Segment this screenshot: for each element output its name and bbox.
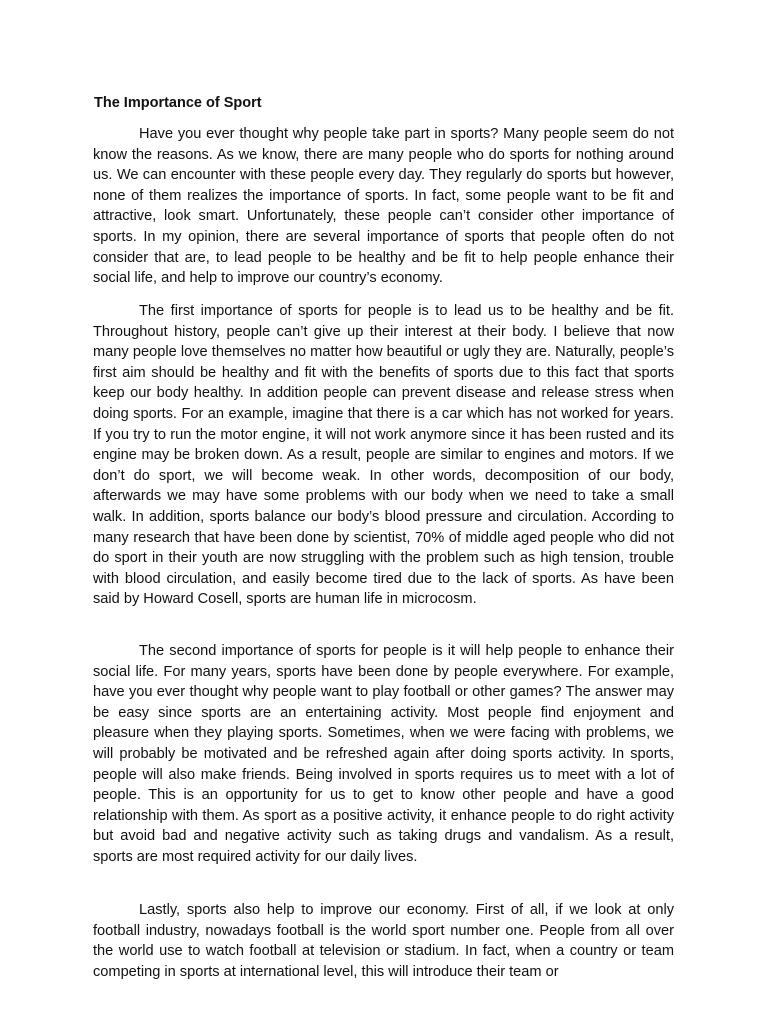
paragraph-intro: Have you ever thought why people take part in sports? Many people seem do not know the reasons. As we know, there are many people who do sports for nothing around us. We can encounter with these people every day. They regularly do sports but however, none of them realizes the importance of sports. In fact, some people want to be fit and attractive, look smart. Unfortunately, these people can’t consider other importance of sports. In my opinion, there are several importance of sports that people often do not consider that are, to lead people to be healthy and be fit to help people enhance their social life, and help to improve our country’s economy. bbox=[93, 126, 674, 287]
paragraph-economy: Lastly, sports also help to improve our economy. First of all, if we look at only football industry, nowadays football is the world sport number one. People from all over the world use to watch football at television or stadium. In fact, when a country or team competing in sports at international level, this will introduce their team or bbox=[93, 902, 674, 980]
paragraph-health: The first importance of sports for people is to lead us to be healthy and be fit. Throughout history, people can’t give up their interest at their body. I believe that now many people love themselves no matter how beautiful or ugly they are. Naturally, people’s first aim should be healthy and fit with the benefits of sports due to this fact that sports keep our body healthy. In addition people can prevent disease and release stress when doing sports. For an example, imagine that there is a car which has not worked for years. If you try to run the motor engine, it will not work anymore since it has been rusted and its engine may be broken down. As a result, people are similar to engines and motors. If we don’t do sport, we will become weak. In other words, decomposition of our body, afterwards we may have some problems with our body when we need to take a small walk. In addition, sports balance our body’s blood pressure and circulation. According to many research that have been done by scientist, 70% of middle aged people who did not do sport in their youth are now struggling with the problem such as high tension, trouble with blood circulation, and easily become tired due to the lack of sports. As have been said by Howard Cosell, sports are human life in microcosm. bbox=[93, 303, 674, 608]
document-title: The Importance of Sport bbox=[94, 95, 262, 111]
paragraph-social-life: The second importance of sports for people is it will help people to enhance their social life. For many years, sports have been done by people everywhere. For example, have you ever thought why people want to play football or other games? The answer may be easy since sports are an entertaining activity. Most people find enjoyment and pleasure when they playing sports. Sometimes, when we were facing with problems, we will probably be motivated and be refreshed again after doing sports activity. In sports, people will also make friends. Being involved in sports requires us to meet with a lot of people. This is an opportunity for us to get to know other people and have a good relationship with them. As sport as a positive activity, it enhance people to do right activity but avoid bad and negative activity such as taking drugs and vandalism. As a result, sports are most required activity for our daily lives. bbox=[93, 643, 674, 865]
